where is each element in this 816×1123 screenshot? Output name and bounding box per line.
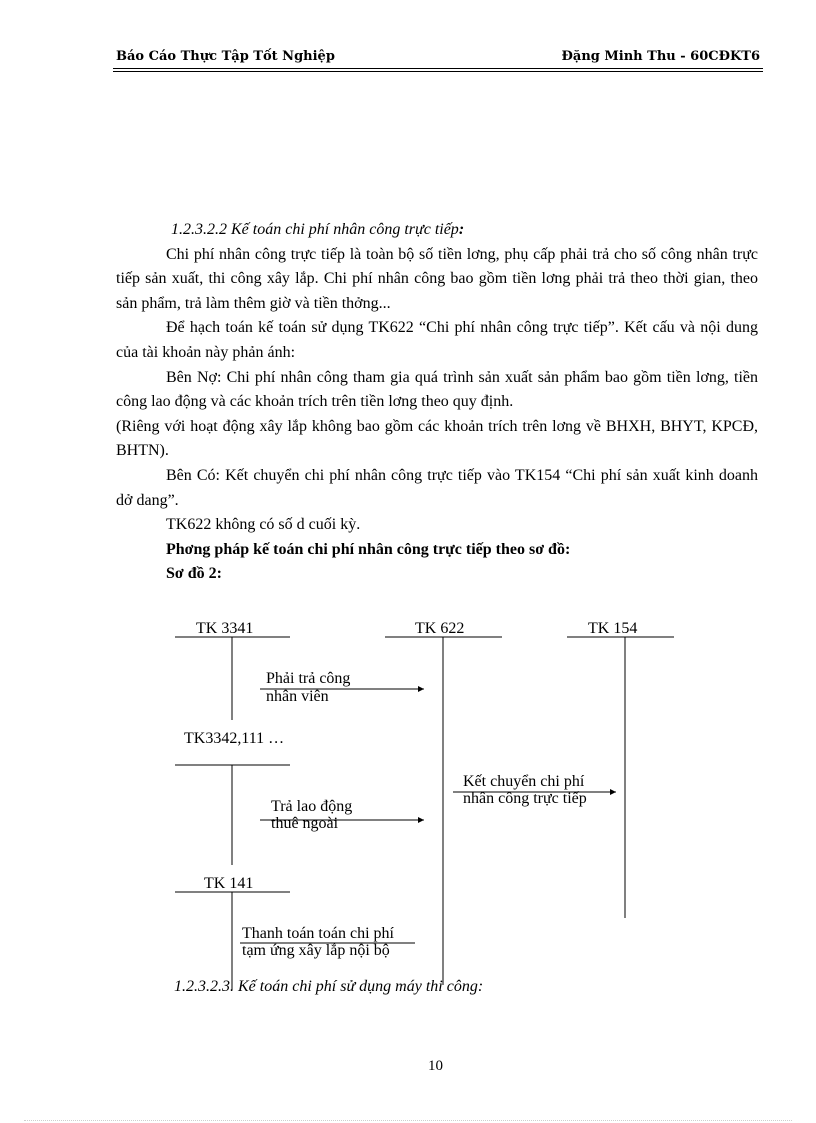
label-flow3-line2: nhân công trực tiếp — [463, 790, 587, 807]
label-flow4-line2: tạm ứng xây lắp nội bộ — [242, 942, 390, 959]
page-number: 10 — [428, 1058, 443, 1074]
paragraph-note: (Riêng với hoạt động xây lắp không bao gồm các khoản trích trên lơng về BHXH, BHYT, KPCĐ, BHTN). — [116, 417, 758, 460]
label-flow4-line1: Thanh toán toán chi phí — [242, 925, 394, 942]
header-rule — [113, 68, 763, 69]
diagram-title: Sơ đồ 2: — [166, 565, 222, 583]
label-flow2-line2: thuê ngoài — [271, 815, 339, 832]
section-heading-number: 1.2.3.2.2 — [171, 221, 231, 238]
section-heading-colon: : — [458, 221, 465, 238]
label-flow1-line1: Phải trả công — [266, 670, 351, 687]
label-flow3-line1: Kết chuyển chi phí — [463, 773, 585, 790]
section-heading — [116, 218, 758, 243]
paragraph-method: Phơng pháp kế toán chi phí nhân công trực tiếp theo sơ đồ: — [166, 540, 571, 558]
header-author: Đặng Minh Thu - 60CĐKT6 — [561, 49, 760, 64]
label-tk141: TK 141 — [204, 875, 254, 892]
header-rule-thin — [113, 71, 763, 72]
paragraph-balance: TK622 không có số d cuối kỳ. — [166, 516, 361, 534]
page-bottom-dots — [24, 1120, 792, 1121]
paragraph-2: Để hạch toán kế toán sử dụng TK622 “Chi phí nhân công trực tiếp”. Kết cấu và nội dung của tài khoản này phản ánh: — [116, 319, 758, 361]
next-section-heading: 1.2.3.2.3. Kế toán chi phí sử dụng máy thi công: — [174, 978, 484, 995]
body-text — [116, 218, 758, 587]
section-heading-title: Kế toán chi phí nhân công trực tiếp — [231, 221, 459, 238]
label-flow1-line2: nhân viên — [266, 688, 329, 705]
paragraph-1: Chi phí nhân công trực tiếp là toàn bộ số tiền lơng, phụ cấp phải trả cho số công nhân trực tiếp sản xuất, thi công xây lắp. Chi phí nhân công bao gồm tiền lơng phải trả theo thời gian, theo sản phẩm, trả làm thêm giờ và tiền thởng... — [116, 245, 758, 312]
paragraph-credit: Bên Có: Kết chuyển chi phí nhân công trực tiếp vào TK154 “Chi phí sản xuất kinh doanh dở dang”. — [116, 466, 758, 509]
header-title: Báo Cáo Thực Tập Tốt Nghiệp — [116, 49, 335, 64]
label-tk3342: TK3342,111 … — [184, 730, 285, 747]
paragraph-debit: Bên Nợ: Chi phí nhân công tham gia quá trình sản xuất sản phẩm bao gồm tiền lơng, tiền công lao động và các khoản trích trên tiền lơng theo quy định. — [116, 368, 758, 411]
label-tk3341: TK 3341 — [196, 620, 254, 637]
label-tk154: TK 154 — [588, 620, 638, 637]
label-tk622: TK 622 — [415, 620, 465, 637]
label-flow2-line1: Trả lao động — [271, 798, 353, 815]
